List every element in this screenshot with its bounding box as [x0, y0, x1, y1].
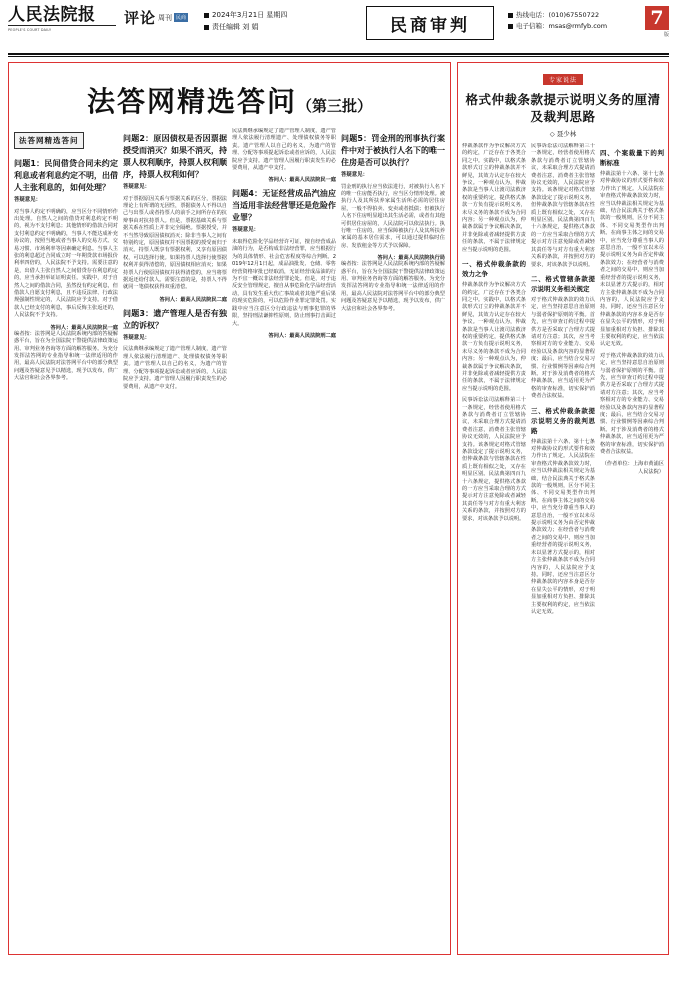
right-columns: [462, 143, 664, 988]
hotline-text: 热线电话：(010)67550722: [516, 11, 600, 19]
answer-signature: 答问人：最高人民法院民二庭: [159, 296, 227, 303]
answer-signature: 答问人：最高人民法院民一庭: [268, 177, 336, 184]
bullet-square-icon: [204, 13, 209, 18]
article-body: 对于格式仲裁条款的效力认定，应当坚持意思自治原则与弱者保护原则的平衡。首先，应当审查订约过程中提供方是否采取了合理方式提请对方注意；其次，应当考察相对方的专业能力、交易经验以及条款内容的显著程度；最后，应当结合交易习惯、行业惯例等因素综合判断。对于涉及消费者的格式仲裁条款，应当适用更为严格的审查标准，切实保护消费者合法权益。: [531, 296, 595, 400]
masthead: [8, 6, 669, 50]
headline-main: 法答网精选答问: [86, 85, 297, 118]
page-content: [8, 62, 669, 955]
article-title: 格式仲裁条款提示说明义务的厘清及裁判思路: [465, 92, 661, 124]
column-1: [14, 128, 118, 938]
right-column-1: [462, 143, 526, 988]
article-subheading: 一、格式仲裁条款的效力之争: [462, 260, 526, 279]
page-number: 7: [645, 6, 669, 30]
editor-line: 责任编辑 刘 娟: [212, 23, 259, 31]
article-body: 对于格式仲裁条款的效力认定，应当坚持意思自治原则与弱者保护原则的平衡。首先，应当审查订约过程中提供方是否采取了合理方式提请对方注意；其次，应当考察相对方的专业能力、交易经验以及条款内容的显著程度；最后，应当结合交易习惯、行业惯例等因素综合判断。对于涉及消费者的格式仲裁条款，应当适用更为严格的审查标准，切实保护消费者合法权益。: [600, 352, 664, 456]
answer-body: 民法典继承编规定了遗产管理人制度，遗产管理人依法履行清理遗产、处理债权债务等职责。遗产管理人以自己的名义，为遗产的管理、分配等事项提起诉讼或者应诉的，人民法院应予支持。遗产管理人因履行职责发生的必要费用，从遗产中支付。: [123, 346, 227, 390]
issue-date: 2024年3月21日 星期四: [212, 11, 288, 19]
column-2: [123, 128, 227, 938]
right-column-2: [531, 143, 595, 988]
question-title: 问题3：遗产管理人是否有独立的诉权？: [123, 308, 227, 330]
answer-body-cont: 民法典继承编规定了遗产管理人制度，遗产管理人依法履行清理遗产、处理债权债务等职责。遗产管理人以自己的名义，为遗产的管理、分配等事项提起诉讼或者应诉的，人民法院应予支持。遗产管理人因履行职责发生的必要费用，从遗产中支付。: [232, 128, 336, 172]
answer-signature: 答问人：最高人民法院执行局: [377, 255, 445, 262]
logo-title: 人民法院报: [8, 5, 96, 25]
bullet-square-icon: [204, 25, 209, 30]
section-label: [124, 6, 188, 28]
logo-rule: [8, 25, 116, 26]
question-title: 问题5：罚金刑的刑事执行案件中对于被执行人名下的唯一住房是否可以执行？: [341, 134, 445, 167]
column-3: [232, 128, 336, 938]
bullet-square-icon: [508, 13, 513, 18]
section-stamp: 法答网精选答问: [14, 132, 84, 149]
answer-lead: 答疑意见：: [341, 172, 368, 178]
answer-signature: 答问人：最高人民法院刑二庭: [268, 332, 336, 339]
page-title: [14, 80, 445, 120]
answer-lead: 答疑意见：: [123, 184, 150, 190]
article-body: 民事诉讼法司法解释第三十一条规定，经营者使用格式条款与消费者订立管辖协议，未采取合理方式提请消费者注意，消费者主张管辖协议无效的，人民法院应予支持。该条规定对格式管辖条款设定了提示说明义务，但仲裁条款与管辖条款在性质上既有相似之处，又存在明显区别。民法典第四百九十六条规定，提供格式条款的一方应当采取合理的方式提示对方注意免除或者减轻其责任等与对方有重大利害关系的条款，并按照对方的要求，对该条款予以说明。: [462, 397, 526, 522]
question-title: 问题1：民间借贷合同未约定利息或者利息约定不明，出借人主张利息的，如何处理？: [14, 159, 118, 192]
section-banner-title: 民商审判: [390, 16, 471, 36]
left-article-panel: [8, 62, 451, 955]
answer-lead: 答疑意见：: [123, 334, 150, 341]
contact-info: [508, 6, 633, 32]
bullet-square-icon: [508, 24, 513, 29]
editors-note: 编者按：法答网是人民法院系统内部的答疑解惑平台，旨在为全国法院干警提供法律政策运用、审判业务咨询等方面的解答服务。为充分发挥法答网的专业指导和统一法律适用的作用，最高人民法院对法答网平台中的部分典型问题及答疑意见予以精选，现予以发布，供广大法官和社会各界参考。: [14, 330, 118, 382]
column-4: [341, 128, 445, 938]
article-body: 仲裁法第十六条、第十七条对仲裁协议的形式要件和效力作出了规定。人民法院在审查格式仲裁条款效力时，应当以仲裁法相关规定为基础，结合民法典关于格式条款的一般规则，区分不同主体、不同交易类型作出判断。在商事主体之间的交易中，应当充分尊重当事人的意思自治，一般不宜以未尽提示说明义务为由否定仲裁条款效力；在经营者与消费者之间的交易中，则应当加重经营者的提示说明义务，未以显著方式提示的，相对方主张仲裁条款不成为合同内容的，人民法院应予支持。同时，还应当注意区分仲裁条款的内容本身是否存在显失公平的情形，对于明显加重相对方负担、排除其主要权利的约定，应当依法认定无效。: [600, 171, 664, 348]
article-footer-credit: （作者单位：上海市黄浦区人民法院）: [601, 461, 664, 476]
section-banner: [366, 6, 494, 40]
headline-sub: （第三批）: [297, 97, 373, 115]
newspaper-logo: [8, 6, 120, 33]
article-subheading: 四、个案裁量下的判断标准: [600, 149, 664, 167]
answer-body: 对当事人约定不明确的，应当区分不同情形作出处理。自然人之间的借贷对利息约定不明的，视为不支付利息；其他情形的借款合同对支付利息约定不明确的，当事人不能达成补充协议的，按照当地或者当事人的交易方式、交易习惯、市场利率等因素确定利息。当事人主张的利息超过合同成立时一年期贷款市场报价利率四倍的，人民法院不予支持。需要注意的是，出借人主张自然人之间借贷存在利息约定的，应当承担举证证明责任。实践中，对于自然人之间的借款合同，虽然没有约定利息，但借款人自愿支付利息，且不违反法律、行政法规强制性规定的，人民法院应予支持。对于借款人已经支付的利息，事后反悔主张返还的，人民法院不予支持。: [14, 208, 118, 319]
email-text: 电子信箱：msas@rmfyb.com: [516, 22, 608, 30]
page-number-unit: 版: [663, 32, 669, 38]
article-body: 民事诉讼法司法解释第三十一条规定，经营者使用格式条款与消费者订立管辖协议，未采取合理方式提请消费者注意，消费者主张管辖协议无效的，人民法院应予支持。该条规定对格式管辖条款设定了提示说明义务，但仲裁条款与管辖条款在性质上既有相似之处，又存在明显区别。民法典第四百九十六条规定，提供格式条款的一方应当采取合理的方式提示对方注意免除或者减轻其责任等与对方有重大利害关系的条款，并按照对方的要求，对该条款予以说明。: [531, 143, 595, 268]
right-article-panel: [457, 62, 669, 955]
article-intro: 仲裁条款作为争议解决方式的约定，广泛存在于各类合同之中。实践中，以格式条款形式订立的仲裁条款并不鲜见，其效力认定存在较大争议。一种观点认为，仲裁条款是当事人让渡司法救济权的重要约定，提供格式条款一方负有提示说明义务，未尽义务的条款不成为合同内容；另一种观点认为，仲裁条款属于争议解决条款，并非免除或者减轻提供方责任的条款，不属于法律规定应当提示说明的范围。: [462, 143, 526, 253]
section-label-main: 评论: [124, 9, 157, 27]
section-label-tag: 民商: [176, 15, 187, 21]
question-title: 问题2：原因债权是否因票据授受而消灭？如果不消灭，持票人权利顺序，持票人权利顺序，持票人权利如何？: [123, 134, 227, 179]
article-subheading: 二、格式管辖条款提示说明义务相关规定: [531, 274, 595, 293]
answer-lead: 答疑意见：: [14, 197, 41, 203]
kicker-badge: 专家说法: [543, 74, 583, 85]
question-title: 问题4：无证经营成品汽油应当适用非法经营罪还是危险作业罪？: [232, 189, 336, 223]
section-label-sub: 周刊: [158, 13, 173, 22]
masthead-divider: [8, 53, 669, 55]
answer-lead: 答疑意见：: [232, 227, 259, 234]
left-columns: [14, 128, 445, 938]
article-kicker: [462, 67, 664, 86]
article-subheading: 三、格式仲裁条款提示说明义务的裁判思路: [531, 406, 595, 435]
logo-subtitle-en: PEOPLE'S COURT DAILY: [8, 28, 52, 32]
masthead-divider-thin: [8, 56, 669, 57]
page-number-block: [633, 6, 669, 38]
answer-signature: 答问人：最高人民法院民一庭: [50, 324, 118, 331]
article-body: 仲裁法第十六条、第十七条对仲裁协议的形式要件和效力作出了规定。人民法院在审查格式仲裁条款效力时，应当以仲裁法相关规定为基础，结合民法典关于格式条款的一般规则，区分不同主体、不同交易类型作出判断。在商事主体之间的交易中，应当充分尊重当事人的意思自治，一般不宜以未尽提示说明义务为由否定仲裁条款效力；在经营者与消费者之间的交易中，则应当加重经营者的提示说明义务，未以显著方式提示的，相对方主张仲裁条款不成为合同内容的，人民法院应予支持。同时，还应当注意区分仲裁条款的内容本身是否存在显失公平的情形，对于明显加重相对方负担、排除其主要权利的约定，应当依法认定无效。: [531, 438, 595, 615]
filler-text: 编者按：法答网是人民法院系统内部的答疑解惑平台，旨在为全国法院干警提供法律政策运用、审判业务咨询等方面的解答服务。为充分发挥法答网的专业指导和统一法律适用的作用，最高人民法院对法答网平台中的部分典型问题及答疑意见予以精选，现予以发布，供广大法官和社会各界参考。: [341, 261, 445, 312]
right-column-3: [600, 143, 664, 988]
article-body: 仲裁条款作为争议解决方式的约定，广泛存在于各类合同之中。实践中，以格式条款形式订立的仲裁条款并不鲜见，其效力认定存在较大争议。一种观点认为，仲裁条款是当事人让渡司法救济权的重要约定，提供格式条款一方负有提示说明义务，未尽义务的条款不成为合同内容；另一种观点认为，仲裁条款属于争议解决条款，并非免除或者减轻提供方责任的条款，不属于法律规定应当提示说明的范围。: [462, 282, 526, 392]
issue-meta: [204, 6, 354, 33]
article-byline: ◇ 聂少林: [549, 130, 577, 138]
answer-body: 对于票据原因关系与票据关系的区分，票据法理论上有所谓的无因性，票据债务人不得以自己与出票人或者持票人的前手之间所存在的抗辩事由对抗持票人。但是，票据基础关系与票据关系在性质上并非完全隔绝。票据授受，并不当然导致原因债权消灭；除非当事人之间有特别约定，原因债权并不因票据的授受而归于消灭。持票人既享有票据权利，又享有原因债权，可以选择行使。如果持票人选择行使票据权利并获得清偿的，原因债权相应消灭；如果持票人行使原因债权并获得清偿的，应当将票据返还给付款人。需要注意的是，持票人不得就同一笔债权获得双重清偿。: [123, 195, 227, 291]
answer-body: 未取得危险化学品经营许可证，擅自经营成品油的行为，是否构成非法经营罪，应当根据行为的具体情形、社会危害程度等综合判断。2019年12月1日起，成品油批发、仓储、零售经营资格审批已经取消，无证经营成品油的行为不宜一概以非法经营罪论处。但是，对于违反安全管理规定，擅自从事危险化学品经营活动，具有发生重大伤亡事故或者其他严重后果的现实危险的，可以危险作业罪定罪处罚。实践中应当注意区分行政违法与刑事犯罪的界限，坚持刑法谦抑性原则，防止刑事打击面过大。: [232, 239, 336, 327]
answer-body: 罚金刑的执行应当依法进行，对被执行人名下的唯一住房能否执行，应当区分情形处理。被执行人及其所扶养家属生活所必需的居住房屋，一般不得拍卖、变卖或者抵债；但被执行人名下住房明显超出其生活必需，或者有其他可供居住房屋的，人民法院可以依法执行。执行唯一住房的，应当保障被执行人及其所扶养家属的基本居住需求，可以通过提供临时住房、发放租金等方式予以保障。: [341, 183, 445, 249]
